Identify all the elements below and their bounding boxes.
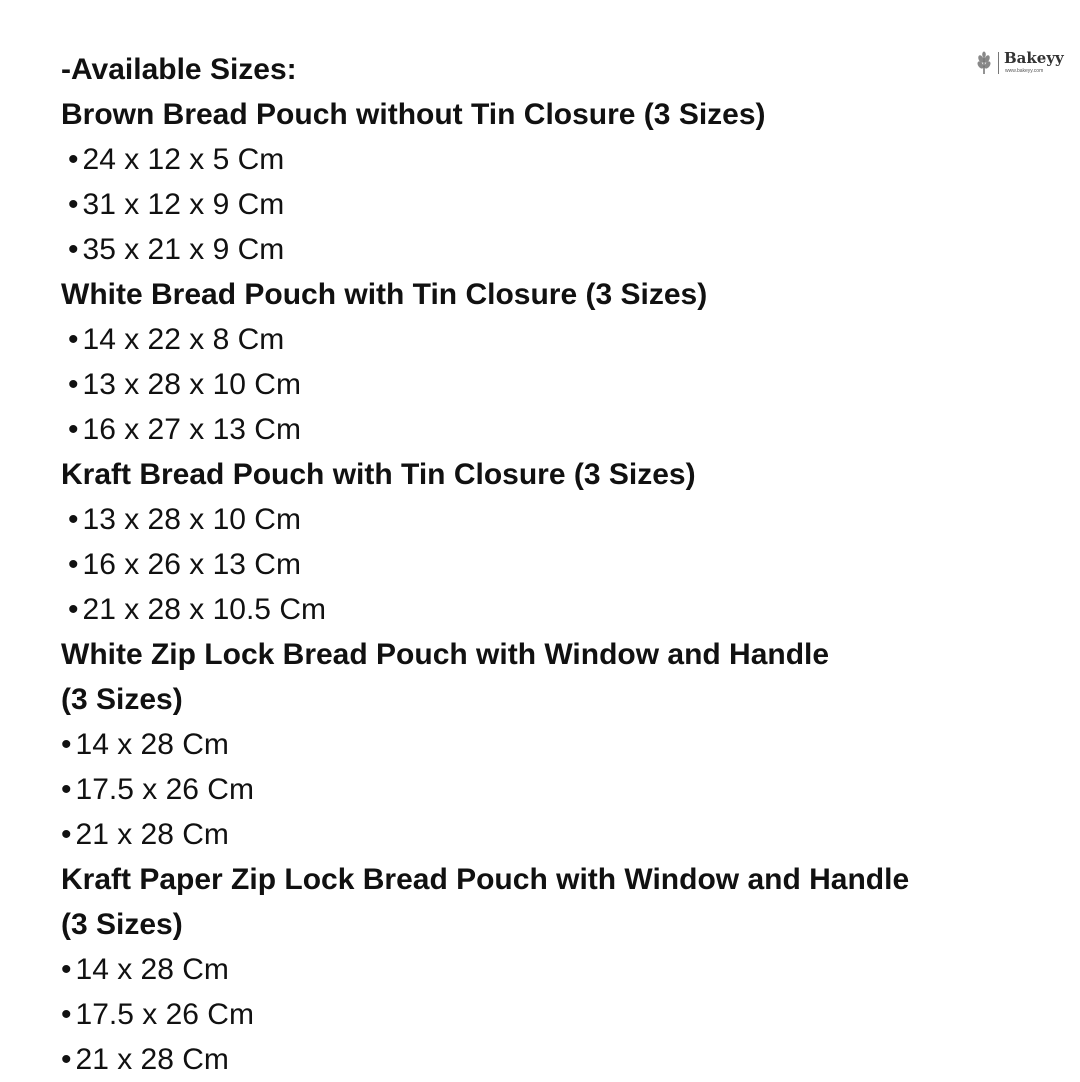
list-item (61, 947, 1021, 992)
section-heading: Brown Bread Pouch without Tin Closure (3 Sizes) (61, 98, 766, 131)
size-value: 21 x 28 x 10.5 Cm (82, 593, 326, 626)
bullet: • (61, 818, 72, 851)
size-value: 16 x 26 x 13 Cm (82, 548, 301, 581)
list-item (61, 317, 1021, 362)
size-value: 21 x 28 Cm (75, 818, 229, 851)
list-item (61, 542, 1021, 587)
size-value: 17.5 x 26 Cm (75, 773, 254, 806)
list-item (61, 407, 1021, 452)
page-title: -Available Sizes: (61, 53, 297, 86)
size-value: 14 x 22 x 8 Cm (82, 323, 285, 356)
list-item (61, 722, 1021, 767)
bullet: • (61, 773, 72, 806)
bullet: • (68, 413, 79, 446)
size-value: 35 x 21 x 9 Cm (82, 233, 285, 266)
list-item (61, 587, 1021, 632)
list-item (61, 497, 1021, 542)
list-item (61, 767, 1021, 812)
bullet: • (68, 323, 79, 356)
size-value: 14 x 28 Cm (75, 953, 229, 986)
list-item (61, 1037, 1021, 1082)
section-heading: White Bread Pouch with Tin Closure (3 Sizes) (61, 278, 708, 311)
logo-name: Bakeyy (1004, 49, 1064, 67)
section-heading-count: (3 Sizes) (61, 908, 183, 941)
size-value: 13 x 28 x 10 Cm (82, 503, 301, 536)
size-value: 14 x 28 Cm (75, 728, 229, 761)
bullet: • (68, 143, 79, 176)
bullet: • (61, 998, 72, 1031)
list-item (61, 182, 1021, 227)
section-heading-count: (3 Sizes) (61, 683, 183, 716)
bullet: • (68, 233, 79, 266)
size-value: 16 x 27 x 13 Cm (82, 413, 301, 446)
bullet: • (68, 188, 79, 221)
size-value: 24 x 12 x 5 Cm (82, 143, 285, 176)
sizes-list (61, 47, 1021, 1082)
bullet: • (68, 548, 79, 581)
list-item (61, 812, 1021, 857)
section-heading: Kraft Bread Pouch with Tin Closure (3 Sizes) (61, 458, 696, 491)
list-item (61, 992, 1021, 1037)
size-value: 17.5 x 26 Cm (75, 998, 254, 1031)
bullet: • (68, 368, 79, 401)
size-value: 31 x 12 x 9 Cm (82, 188, 285, 221)
bullet: • (61, 728, 72, 761)
size-value: 21 x 28 Cm (75, 1043, 229, 1076)
list-item (61, 362, 1021, 407)
list-item (61, 227, 1021, 272)
size-value: 13 x 28 x 10 Cm (82, 368, 301, 401)
bullet: • (61, 953, 72, 986)
section-heading: Kraft Paper Zip Lock Bread Pouch with Window and Handle (61, 863, 910, 896)
list-item (61, 137, 1021, 182)
section-heading: White Zip Lock Bread Pouch with Window and Handle (61, 638, 830, 671)
logo-url: www.bakeyy.com (1005, 68, 1044, 74)
bullet: • (61, 1043, 72, 1076)
bullet: • (68, 593, 79, 626)
bullet: • (68, 503, 79, 536)
